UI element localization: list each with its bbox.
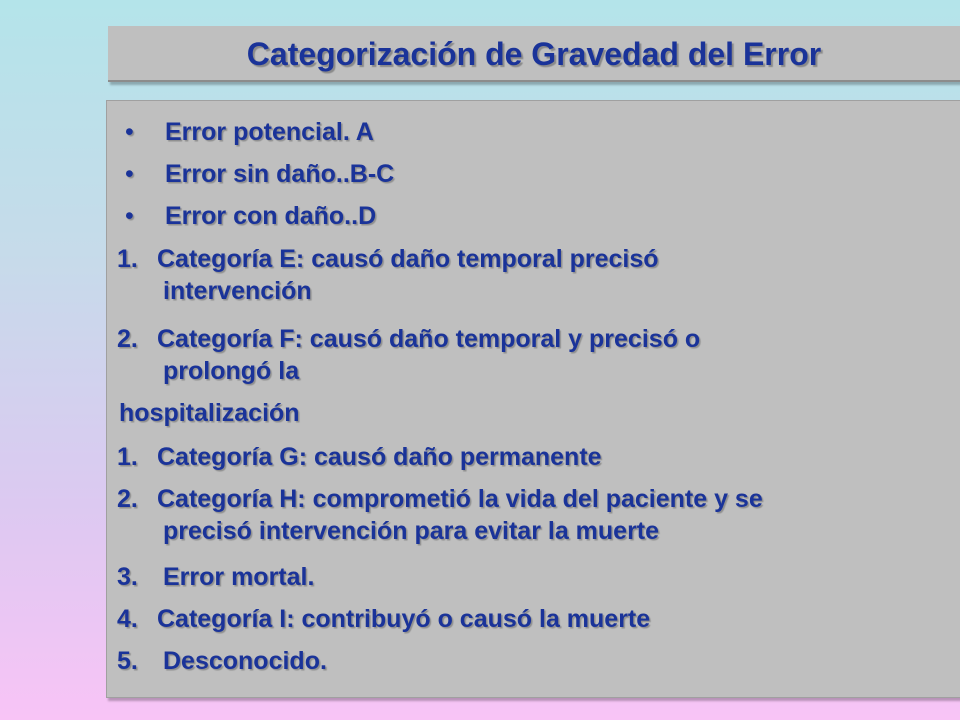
list-item-categoria-f-cont: prolongó la [163,357,300,385]
bullet-item-bold: Error sin daño. [165,160,343,188]
content-box [106,100,960,698]
list-number: 1. [117,443,138,471]
list-item-categoria-e: Categoría E: causó daño temporal precisó [157,245,659,273]
bullet-dot: • [125,118,134,146]
bullet-item-error-con-dano [165,202,376,231]
list-item-categoria-g: Categoría G: causó daño permanente [157,443,602,471]
list-number: 1. [117,245,138,273]
list-item-categoria-h: Categoría H: comprometió la vida del paciente y se [157,485,763,513]
bullet-dot: • [125,202,134,230]
list-item-categoria-i: Categoría I: contribuyó o causó la muerte [157,605,651,633]
bullet-dot: • [125,160,134,188]
list-number: 2. [117,325,138,353]
list-item-categoria-e-cont: intervención [163,277,312,305]
bullet-item-bold: Error potencial [165,118,343,146]
list-item-error-mortal: Error mortal. [163,563,315,591]
bullet-item-bold: Error con daño. [165,202,352,230]
list-number: 3. [117,563,138,591]
title-box [108,26,960,82]
list-item-desconocido: Desconocido. [163,647,327,675]
list-number: 4. [117,605,138,633]
bullet-item-rest: .D [351,202,377,230]
hospitalizacion-text: hospitalización [119,399,300,427]
bullet-item-error-potencial [165,118,374,147]
slide-title: Categorización de Gravedad del Error [246,36,822,72]
bullet-item-rest: .B-C [342,160,395,188]
bullet-item-error-sin-dano [165,160,394,189]
list-number: 2. [117,485,138,513]
list-item-categoria-f: Categoría F: causó daño temporal y precisó o [157,325,701,353]
list-number: 5. [117,647,138,675]
bullet-item-rest: . A [342,118,374,146]
list-item-categoria-h-cont: precisó intervención para evitar la muerte [163,517,660,545]
